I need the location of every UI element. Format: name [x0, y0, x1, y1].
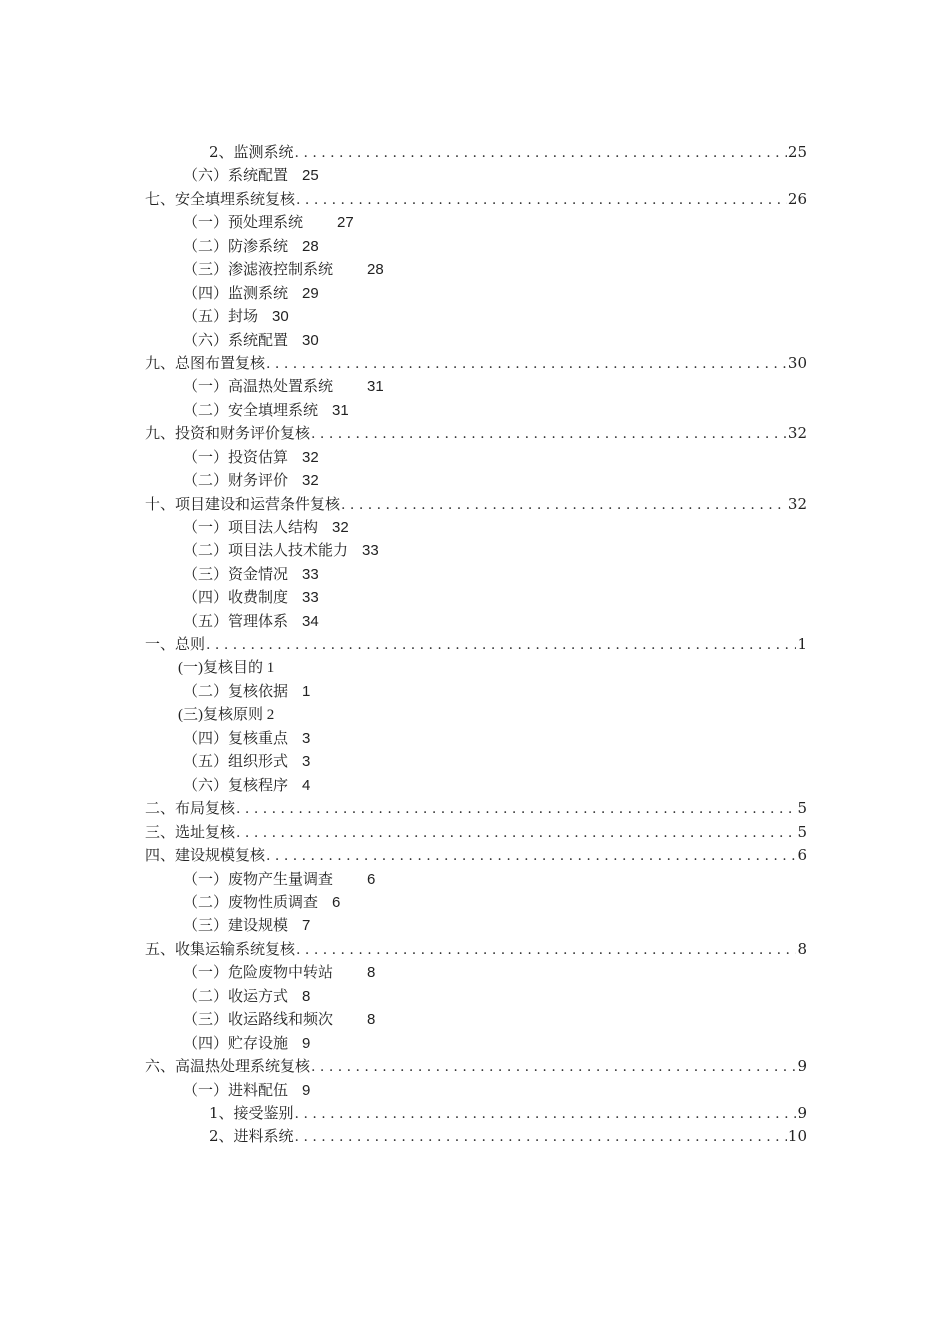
toc-entry-page: 32: [787, 424, 807, 443]
toc-entry-page: 25: [787, 143, 807, 161]
toc-entry-title: （一）高温热处置系统: [183, 377, 334, 396]
toc-entry[interactable]: [145, 211, 807, 234]
toc-entry[interactable]: [145, 305, 807, 328]
toc-entry-title: （二）财务评价: [183, 471, 289, 490]
toc-entry-title: 2、进料系统: [209, 1127, 294, 1146]
toc-entry-title: （一）预处理系统: [183, 213, 304, 232]
toc-entry-page: 6: [797, 846, 807, 865]
toc-entry-page: 5: [797, 799, 807, 818]
toc-entry-page: 8: [302, 987, 311, 1005]
toc-entry[interactable]: [145, 1102, 807, 1125]
toc-entry-title: （二）防渗系统: [183, 236, 289, 255]
toc-entry[interactable]: [145, 235, 807, 258]
toc-entry-page: 6: [332, 894, 341, 911]
toc-entry[interactable]: [145, 539, 807, 562]
toc-entry[interactable]: [145, 1032, 807, 1055]
toc-entry-title: （六）复核程序: [183, 775, 289, 794]
toc-entry-title: （三）资金情况: [183, 564, 289, 583]
toc-leader-dots: [295, 142, 787, 165]
toc-entry-title: （六）系统配置: [183, 330, 289, 349]
toc-entry[interactable]: [145, 750, 807, 773]
toc-entry-page: 10: [787, 1127, 807, 1146]
toc-entry-title: （二）项目法人技术能力: [183, 541, 349, 560]
toc-entry-page: 33: [302, 589, 319, 607]
toc-entry-page: 32: [302, 448, 319, 466]
toc-entry-title: 1、接受鉴别: [209, 1103, 294, 1122]
toc-entry-page: 7: [302, 917, 311, 935]
toc-entry-page: 30: [272, 308, 289, 326]
toc-leader-dots: [296, 939, 796, 962]
toc-entry-page: 32: [332, 519, 349, 536]
toc-entry-title: 六、高温热处理系统复核: [145, 1057, 311, 1076]
toc-entry-page: 25: [302, 167, 319, 185]
toc-entry-page: 1: [797, 635, 807, 654]
toc-entry-title: （五）管理体系: [183, 611, 289, 630]
toc-entry-title: 一、总则: [145, 635, 206, 654]
toc-entry-page: 5: [797, 822, 807, 841]
toc-entry[interactable]: [145, 657, 807, 680]
toc-entry-title: （四）收费制度: [183, 588, 289, 607]
toc-entry-title: （五）封场: [183, 307, 259, 326]
toc-entry-title: （一）投资估算: [183, 447, 289, 466]
toc-entry[interactable]: [145, 844, 807, 867]
toc-entry-page: 32: [302, 472, 319, 490]
toc-entry-page: 1: [302, 683, 311, 701]
toc-entry-title: （二）废物性质调查: [183, 893, 319, 911]
toc-leader-dots: [341, 494, 787, 517]
toc-entry[interactable]: [145, 914, 807, 937]
toc-entry[interactable]: [145, 680, 807, 703]
toc-entry-title: （一）项目法人结构: [183, 518, 319, 536]
toc-entry-page: 9: [302, 1034, 311, 1052]
toc-leader-dots: [295, 1126, 787, 1149]
toc-entry-page: 27: [337, 214, 354, 232]
toc-entry-title: （三）渗滤液控制系统: [183, 260, 334, 279]
toc-entry-page: 31: [332, 401, 349, 419]
toc-entry[interactable]: [145, 1079, 807, 1102]
toc-entry-title: （三）收运路线和频次: [183, 1010, 334, 1029]
toc-entry-page: 9: [797, 1057, 807, 1076]
toc-entry[interactable]: [145, 774, 807, 797]
toc-entry-title: （三）建设规模: [183, 916, 289, 935]
toc-entry[interactable]: [145, 797, 807, 820]
toc-entry-page: 31: [367, 378, 384, 396]
toc-entry-title: （一）废物产生量调查: [183, 869, 334, 888]
toc-entry-page: 9: [302, 1081, 311, 1099]
toc-entry[interactable]: [145, 282, 807, 305]
toc-entry-title: （一）进料配伍: [183, 1080, 289, 1099]
toc-entry-title: 四、建设规模复核: [145, 846, 266, 865]
toc-entry[interactable]: [145, 469, 807, 492]
toc-entry-title: 2、监测系统: [209, 143, 294, 161]
toc-entry[interactable]: [145, 1125, 807, 1148]
toc-leader-dots: [236, 798, 796, 821]
toc-entry[interactable]: [145, 329, 807, 352]
toc-entry-title: （二）安全填埋系统: [183, 400, 319, 419]
toc-entry-title: （二）复核依据: [183, 682, 289, 701]
toc-entry[interactable]: [145, 1008, 807, 1031]
toc-entry[interactable]: [145, 141, 807, 164]
toc-entry-page: 9: [797, 1103, 807, 1122]
toc-entry-page: 28: [367, 261, 384, 279]
toc-entry-page: 30: [787, 353, 807, 372]
toc-entry-title: （四）复核重点: [183, 728, 289, 747]
toc-leader-dots: [311, 1056, 796, 1079]
toc-entry[interactable]: [145, 633, 807, 656]
toc-entry[interactable]: [145, 563, 807, 586]
toc-entry[interactable]: [145, 586, 807, 609]
toc-entry[interactable]: [145, 399, 807, 422]
toc-entry-page: 26: [787, 189, 807, 208]
toc-entry-title: （六）系统配置: [183, 166, 289, 185]
toc-entry-page: 8: [367, 964, 376, 982]
toc-entry-page: 4: [302, 776, 311, 794]
toc-entry-page: 28: [302, 237, 319, 255]
toc-entry-title: 三、选址复核: [145, 822, 236, 841]
toc-entry[interactable]: [145, 938, 807, 961]
toc-entry[interactable]: [145, 422, 807, 445]
toc-entry-page: 8: [797, 939, 807, 958]
toc-entry[interactable]: [145, 961, 807, 984]
toc-entry-page: 30: [302, 331, 319, 349]
toc-entry-title: 五、收集运输系统复核: [145, 939, 296, 958]
toc-entry-title: 九、总图布置复核: [145, 353, 266, 372]
toc-entry-page: 34: [302, 612, 319, 630]
toc-entry-title: 十、项目建设和运营条件复核: [145, 494, 341, 513]
toc-entry-title: (一)复核目的 1: [178, 659, 275, 676]
toc-leader-dots: [206, 634, 796, 657]
toc-entry-page: 32: [787, 494, 807, 513]
toc-leader-dots: [311, 423, 787, 446]
table-of-contents: [145, 141, 807, 1149]
toc-entry-page: 6: [367, 870, 376, 888]
toc-entry-page: 3: [302, 729, 311, 747]
toc-entry[interactable]: [145, 821, 807, 844]
toc-leader-dots: [296, 189, 787, 212]
toc-entry-title: 九、投资和财务评价复核: [145, 424, 311, 443]
toc-entry[interactable]: [145, 493, 807, 516]
toc-entry[interactable]: [145, 375, 807, 398]
toc-entry[interactable]: [145, 446, 807, 469]
toc-entry[interactable]: [145, 891, 807, 914]
toc-entry[interactable]: [145, 1055, 807, 1078]
toc-entry-title: （四）贮存设施: [183, 1033, 289, 1052]
toc-entry-title: 二、布局复核: [145, 799, 236, 818]
toc-entry[interactable]: [145, 704, 807, 727]
toc-entry-page: 33: [362, 542, 379, 560]
toc-entry-title: （二）收运方式: [183, 986, 289, 1005]
toc-leader-dots: [236, 822, 796, 845]
toc-entry[interactable]: [145, 727, 807, 750]
toc-entry[interactable]: [145, 516, 807, 539]
toc-leader-dots: [266, 353, 787, 376]
toc-entry[interactable]: [145, 868, 807, 891]
toc-entry-page: 3: [302, 753, 311, 771]
toc-entry-title: (三)复核原则 2: [178, 706, 275, 723]
toc-entry[interactable]: [145, 258, 807, 281]
toc-entry[interactable]: [145, 188, 807, 211]
toc-entry[interactable]: [145, 610, 807, 633]
toc-entry[interactable]: [145, 164, 807, 187]
toc-leader-dots: [266, 845, 796, 868]
toc-entry-page: 33: [302, 565, 319, 583]
toc-entry[interactable]: [145, 985, 807, 1008]
toc-leader-dots: [295, 1103, 797, 1126]
toc-entry-title: （一）危险废物中转站: [183, 963, 334, 982]
toc-entry-title: （五）组织形式: [183, 752, 289, 771]
toc-entry-title: （四）监测系统: [183, 283, 289, 302]
toc-entry-page: 29: [302, 284, 319, 302]
toc-entry[interactable]: [145, 352, 807, 375]
toc-entry-page: 8: [367, 1011, 376, 1029]
toc-entry-title: 七、安全填埋系统复核: [145, 189, 296, 208]
